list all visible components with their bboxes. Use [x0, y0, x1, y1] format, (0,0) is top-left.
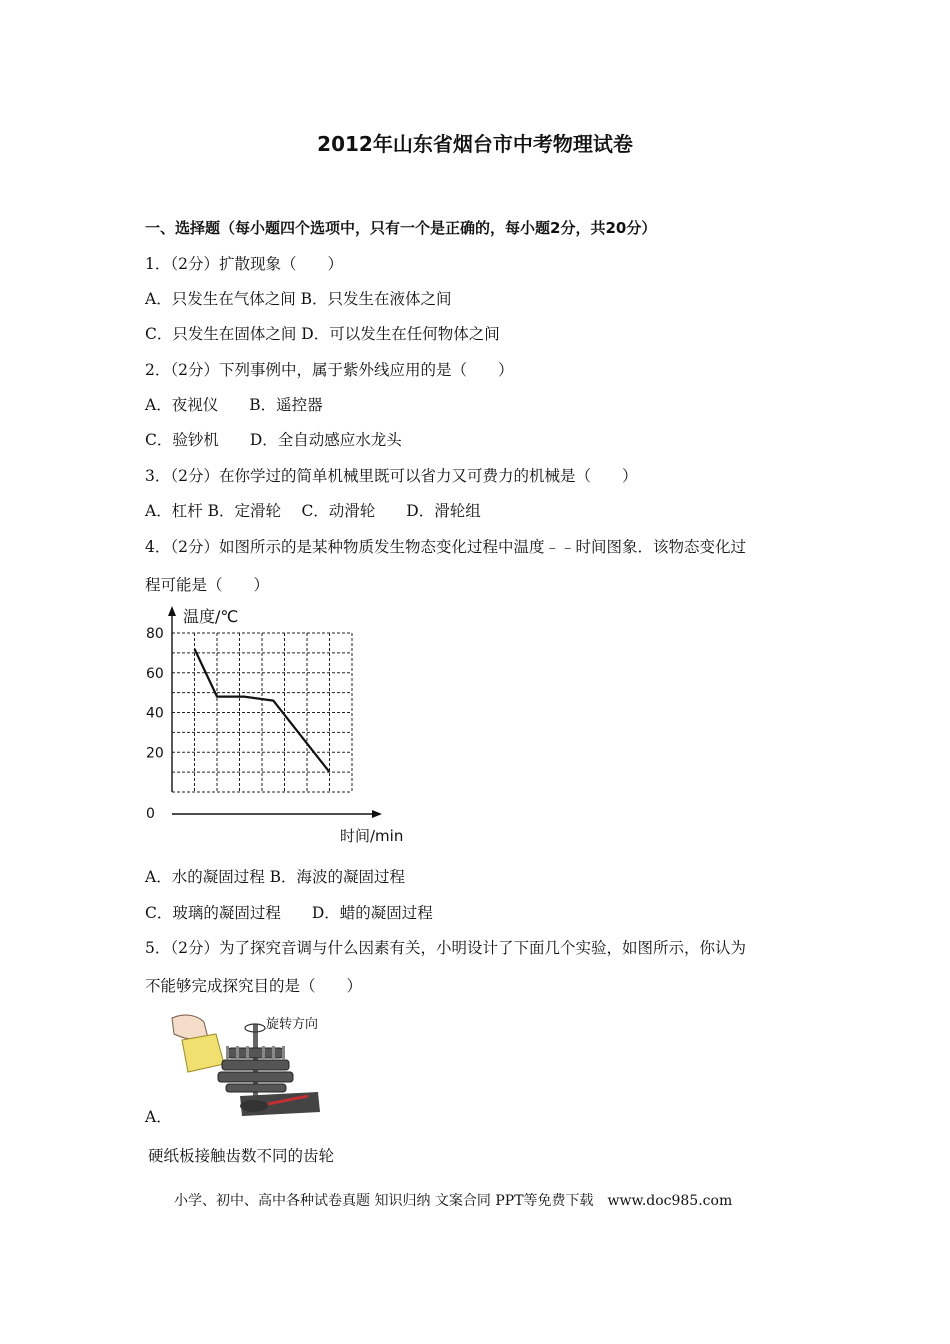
- question-2-stem: 2．（2分）下列事例中，属于紫外线应用的是（ ）: [145, 361, 514, 379]
- question-1-options-line-2: C．只发生在固体之间 D．可以发生在任何物体之间: [145, 325, 500, 343]
- rotation-direction-label: 旋转方向: [266, 1017, 319, 1032]
- question-1-options-line-1: A．只发生在气体之间 B．只发生在液体之间: [145, 290, 452, 308]
- question-1-stem: 1．（2分）扩散现象（ ）: [145, 255, 343, 273]
- y-tick-label: 20: [146, 745, 164, 762]
- question-2-options-line-1: A．夜视仪 B．遥控器: [145, 396, 323, 414]
- question-2-options-line-2: C．验钞机 D．全自动感应水龙头: [145, 431, 402, 449]
- question-3-stem: 3．（2分）在你学过的简单机械里既可以省力又可费力的机械是（ ）: [145, 467, 638, 485]
- chart-y-ticks: [146, 626, 164, 822]
- y-axis-label: 温度/℃: [183, 607, 239, 626]
- page-footer: 小学、初中、高中各种试卷真题 知识归纳 文案合同 PPT等免费下载 www.doc985.com: [174, 1193, 733, 1209]
- x-axis-label: 时间/min: [340, 827, 404, 845]
- y-tick-label: 60: [146, 665, 164, 682]
- question-4-options-line-2: C．玻璃的凝固过程 D．蜡的凝固过程: [145, 904, 433, 922]
- x-axis-arrow: [372, 810, 382, 818]
- question-5-stem-line-1: 5．（2分）为了探究音调与什么因素有关，小明设计了下面几个实验，如图所示，你认为: [145, 939, 746, 957]
- temperature-time-chart: [140, 600, 420, 850]
- cardboard-card: [182, 1034, 224, 1072]
- gear-stack: [218, 1048, 293, 1092]
- question-3-options-line-1: A．杠杆 B．定滑轮 C．动滑轮 D．滑轮组: [145, 502, 481, 520]
- question-5-option-a-letter: A．: [145, 1108, 172, 1126]
- question-4-stem-line-1: 4．（2分）如图所示的是某种物质发生物态变化过程中温度﹣﹣时间图象．该物态变化过: [145, 538, 746, 556]
- question-5-stem-line-2: 不能够完成探究目的是（ ）: [145, 977, 363, 995]
- page-title: 2012年山东省烟台市中考物理试卷: [317, 132, 633, 156]
- y-axis-arrow: [168, 606, 176, 616]
- section-heading: 一、选择题（每小题四个选项中，只有一个是正确的，每小题2分，共20分）: [145, 219, 657, 237]
- question-5-option-a-caption: 硬纸板接触齿数不同的齿轮: [148, 1147, 335, 1165]
- y-tick-label: 0: [146, 806, 155, 822]
- y-tick-label: 40: [146, 705, 164, 722]
- question-4-options-line-1: A．水的凝固过程 B．海波的凝固过程: [145, 868, 406, 886]
- y-tick-label: 80: [146, 626, 164, 642]
- gear-experiment-figure: [168, 1008, 338, 1123]
- question-4-stem-line-2: 程可能是（ ）: [145, 576, 270, 594]
